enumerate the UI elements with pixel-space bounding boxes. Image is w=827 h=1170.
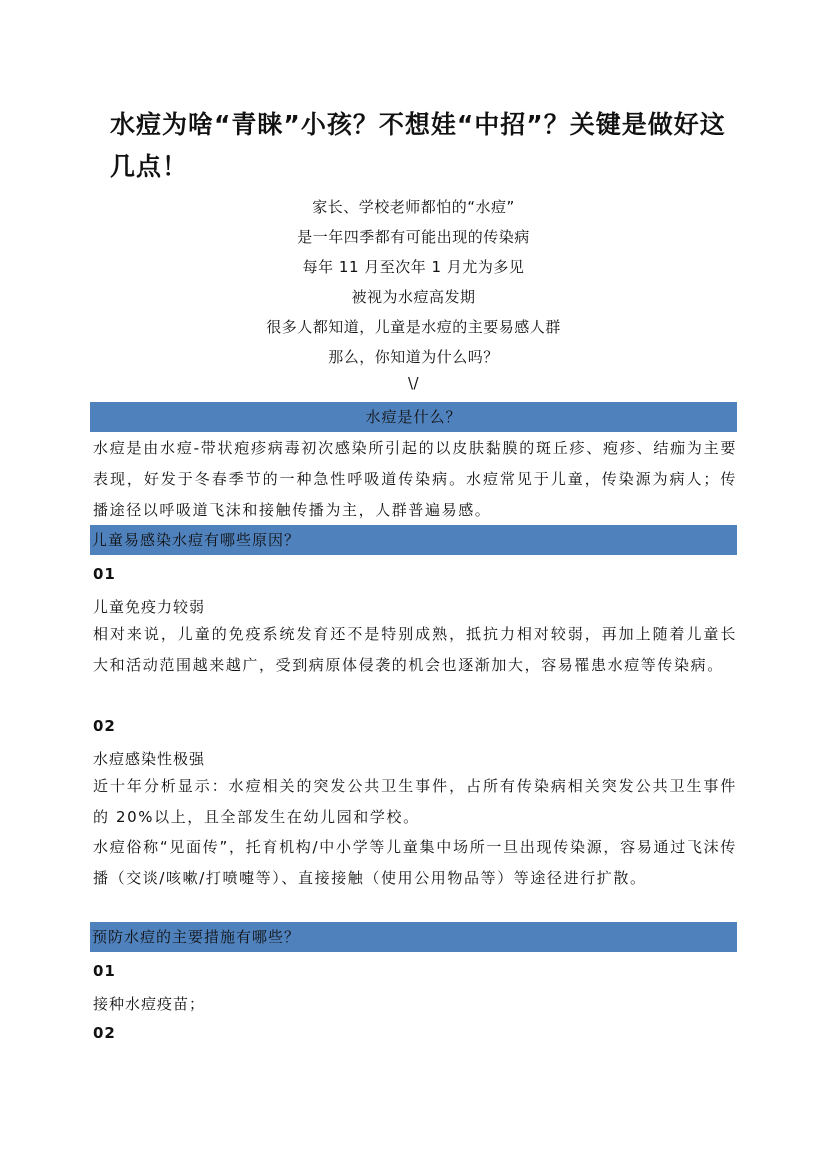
item-number: 01 [93, 565, 116, 583]
down-arrow-glyph: \/ [407, 374, 420, 392]
intro-line: 那么，你知道为什么吗？ [328, 348, 499, 366]
article-title: 水痘为啥“青睐”小孩？不想娃“中招”？关键是做好这几点！ [110, 110, 726, 181]
item-subtitle: 儿童免疫力较弱 [93, 598, 206, 616]
item-paragraph: 相对来说，儿童的免疫系统发育还不是特别成熟，抵抗力相对较弱，再加上随着儿童长大和活动范围越来越广，受到病原体侵袭的机会也逐渐加大，容易罹患水痘等传染病。 [93, 625, 737, 674]
intro-line: 是一年四季都有可能出现的传染病 [297, 228, 530, 246]
intro-line: 每年 11 月至次年 1 月尤为多见 [302, 258, 525, 276]
intro-line: 很多人都知道，儿童是水痘的主要易感人群 [266, 318, 561, 336]
item-number: 02 [93, 1024, 116, 1042]
item-paragraph: 近十年分析显示：水痘相关的突发公共卫生事件，占所有传染病相关突发公共卫生事件的 20%以上，且全部发生在幼儿园和学校。 [93, 777, 737, 826]
item-subtitle: 水痘感染性极强 [93, 750, 206, 768]
section-body-what-is: 水痘是由水痘-带状疱疹病毒初次感染所引起的以皮肤黏膜的斑丘疹、疱疹、结痂为主要表现，好发于冬春季节的一种急性呼吸道传染病。水痘常见于儿童，传染源为病人；传播途径以呼吸道飞沫和接触传播为主，人群普遍易感。 [93, 439, 737, 519]
intro-line: 家长、学校老师都怕的“水痘” [312, 198, 515, 216]
intro-block [90, 192, 737, 394]
section-heading-prevention: 预防水痘的主要措施有哪些？ [90, 922, 737, 952]
item-paragraph: 水痘俗称“见面传”，托育机构/中小学等儿童集中场所一旦出现传染源，容易通过飞沫传播（交谈/咳嗽/打喷嚏等）、直接接触（使用公用物品等）等途径进行扩散。 [93, 838, 737, 887]
item-number: 01 [93, 962, 116, 980]
item-number: 02 [93, 717, 116, 735]
section-heading-what-is: 水痘是什么？ [90, 402, 737, 432]
intro-line: 被视为水痘高发期 [351, 288, 476, 306]
item-text: 接种水痘疫苗； [93, 995, 206, 1013]
section-heading-reasons: 儿童易感染水痘有哪些原因？ [90, 525, 737, 555]
